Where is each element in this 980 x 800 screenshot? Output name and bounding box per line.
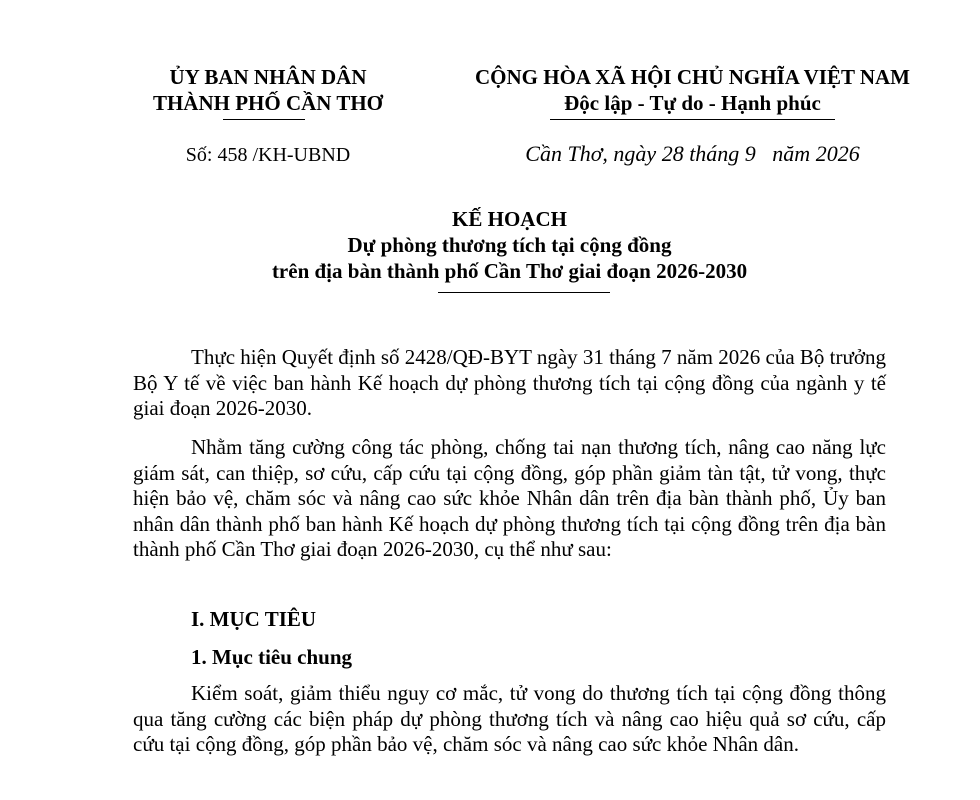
- paragraph-legal-basis: Thực hiện Quyết định số 2428/QĐ-BYT ngày 31 tháng 7 năm 2026 của Bộ trưởng Bộ Y tế về việc ban hành Kế hoạch dự phòng thương tích tại cộng đồng của ngành y tế giai đoạn 2026-2030.: [133, 345, 886, 421]
- paragraph-general-objective: Kiểm soát, giảm thiểu nguy cơ mắc, tử vong do thương tích tại cộng đồng thông qua tăng cường các biện pháp dự phòng thương tích và nâng cao hiệu quả sơ cứu, cấp cứu tại cộng đồng, góp phần bảo vệ, chăm sóc và nâng cao sức khỏe Nhân dân.: [133, 681, 886, 757]
- paragraph-purpose: Nhằm tăng cường công tác phòng, chống tai nạn thương tích, nâng cao năng lực giám sát, can thiệp, sơ cứu, cấp cứu tại cộng đồng, góp phần giảm tàn tật, tử vong, thực hiện bảo vệ, chăm sóc và nâng cao sức khỏe Nhân dân trên địa bàn thành phố, Ủy ban nhân dân thành phố ban hành Kế hoạch dự phòng thương tích tại cộng đồng trên địa bàn thành phố Cần Thơ giai đoạn 2026-2030, cụ thể như sau:: [133, 435, 886, 562]
- section-heading-objectives: I. MỤC TIÊU: [191, 607, 317, 631]
- document-title-line2: trên địa bàn thành phố Cần Thơ giai đoạn 2026-2030: [271, 259, 748, 283]
- national-title: CỘNG HÒA XÃ HỘI CHỦ NGHĨA VIỆT NAM: [474, 65, 911, 89]
- title-underline: [438, 292, 610, 293]
- place-and-date: Cần Thơ, ngày 28 tháng 9 năm 2026: [525, 141, 860, 166]
- national-motto: Độc lập - Tự do - Hạnh phúc: [564, 91, 821, 115]
- issuing-org-line2: THÀNH PHỐ CẦN THƠ: [152, 91, 384, 115]
- document-number: Số: 458 /KH-UBND: [185, 144, 351, 166]
- issuing-org-line1: ỦY BAN NHÂN DÂN: [169, 65, 367, 89]
- motto-underline: [550, 119, 835, 120]
- issuing-org-underline: [223, 119, 305, 120]
- document-type: KẾ HOẠCH: [452, 207, 567, 231]
- document-title-line1: Dự phòng thương tích tại cộng đồng: [347, 233, 672, 257]
- subsection-heading-general-objective: 1. Mục tiêu chung: [191, 645, 353, 669]
